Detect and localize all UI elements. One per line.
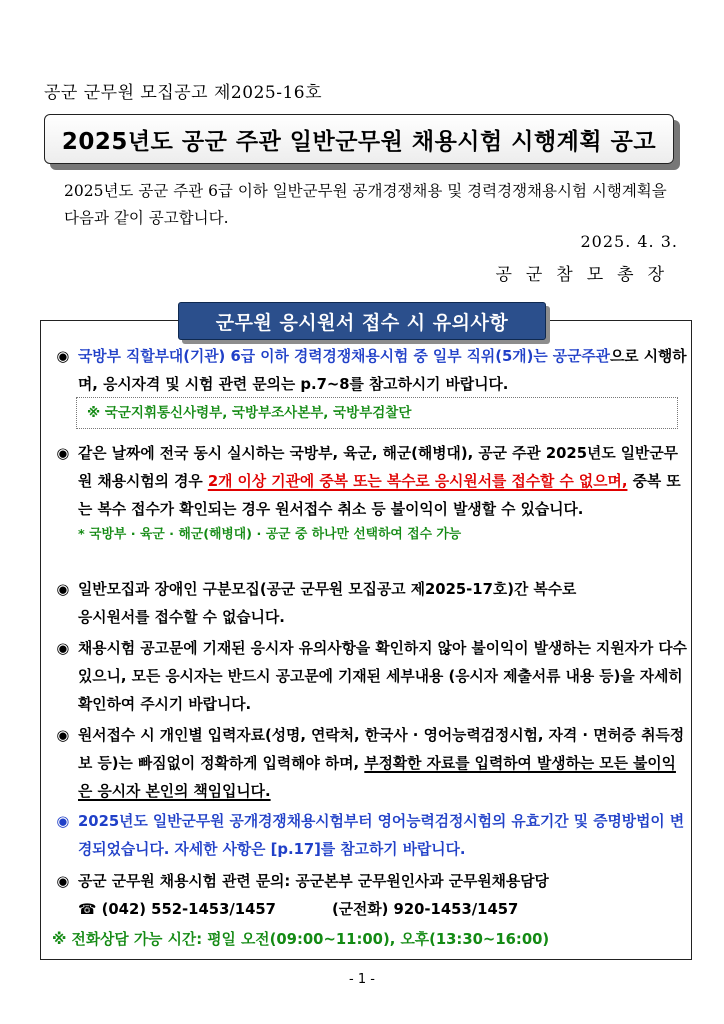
notice-item-2 — [52, 440, 688, 546]
item4-text: 채용시험 공고문에 기재된 응시자 유의사항을 확인하지 않아 불이익이 발생하는 지원자가 다수 있으니, 모든 응시자는 반드시 공고문에 기재된 세부내용 (응시자 제출서류 내용 등)을 자세히 확인하여 주시기 바랍니다. — [78, 640, 687, 713]
item5-text-a: 원서접수 시 개인별 입력자료(성명, 연락처, 한국사 · 영어능력검정시험, 자격 · 면허증 취득정보 등)는 빠짐없이 정확하게 입력해야 하며, — [78, 727, 685, 772]
item1-blue-text: 국방부 직할부대(기관) 6급 이하 경력경쟁채용시험 중 일부 직위(5개)는 공군주관 — [78, 348, 610, 365]
item5-underlined-text: 부정확한 자료를 입력하여 발생하는 모든 불이익은 응시자 본인의 책임입니다. — [78, 755, 676, 800]
item2-text-b: 중복 또는 복수 접수가 확인되는 경우 원서접수 취소 등 불이익이 발생할 수 있습니다. — [78, 473, 681, 518]
notice-item-5 — [52, 722, 688, 806]
item2-text-a: 같은 날짜에 전국 동시 실시하는 국방부, 육군, 해군(해병대), 공군 주관 2025년도 일반군무원 채용시험의 경우 — [78, 445, 678, 490]
page-number: - 1 - — [349, 972, 375, 987]
notice-item-4 — [52, 635, 688, 719]
notice-item-3 — [52, 576, 688, 632]
bullet-icon: ◉ — [56, 873, 70, 890]
bullet-icon: ◉ — [56, 813, 70, 830]
signer-name: 공군참모총장 — [495, 265, 678, 285]
item3-line1: 일반모집과 장애인 구분모집(공군 군무원 모집공고 제2025-17호)간 복수로 — [78, 581, 577, 598]
item6-text: 2025년도 일반군무원 공개경쟁채용시험부터 영어능력검정시험의 유효기간 및 증명방법이 변경되었습니다. 자세한 사항은 [p.17]를 참고하기 바랍니다. — [78, 813, 685, 858]
item2-warning-text: 2개 이상 기관에 중복 또는 복수로 응시원서를 접수할 수 없으며, — [207, 473, 628, 490]
notice-item-6 — [52, 808, 688, 864]
section-title: 군무원 응시원서 접수 시 유의사항 — [178, 302, 546, 340]
bullet-icon: ◉ — [56, 581, 70, 598]
intro-paragraph: 2025년도 공군 주관 6급 이하 일반군무원 공개경쟁채용 및 경력경쟁채용시험 시행계획을 다음과 같이 공고합니다. — [64, 182, 667, 227]
item1-text: 으로 시행하며, 응시자격 및 시험 관련 문의는 p.7~8를 참고하시기 바랍니다. — [78, 348, 687, 393]
notice-item-1 — [52, 343, 688, 399]
military-phone: (군전화) 920-1453/1457 — [331, 901, 519, 918]
bullet-icon: ◉ — [56, 727, 70, 744]
page-title: 2025년도 공군 주관 일반군무원 채용시험 시행계획 공고 — [44, 114, 674, 164]
phone-icon: ☎ — [78, 901, 97, 918]
item7-line1: 공군 군무원 채용시험 관련 문의: 공군본부 군무원인사과 군무원채용담당 — [78, 873, 549, 890]
contact-phone-line — [78, 896, 688, 924]
item2-note: * 국방부 · 육군 · 해군(해병대) · 공군 중 하나만 선택하여 접수 가능 — [78, 527, 462, 542]
item1-note: ※ 국군지휘통신사령부, 국방부조사본부, 국방부검찰단 — [76, 397, 678, 429]
bullet-icon: ◉ — [56, 348, 70, 365]
announcement-number: 공군 군무원 모집공고 제2025-16호 — [44, 83, 322, 103]
item3-line2: 응시원서를 접수할 수 없습니다. — [78, 609, 285, 626]
phone-hours: ※ 전화상담 가능 시간: 평일 오전(09:00~11:00), 오후(13:30~16:00) — [52, 931, 550, 948]
announcement-date: 2025. 4. 3. — [580, 232, 678, 251]
bullet-icon: ◉ — [56, 445, 70, 462]
bullet-icon: ◉ — [56, 640, 70, 657]
contact-phone: (042) 552-1453/1457 — [101, 901, 276, 918]
notice-item-7 — [52, 868, 688, 924]
